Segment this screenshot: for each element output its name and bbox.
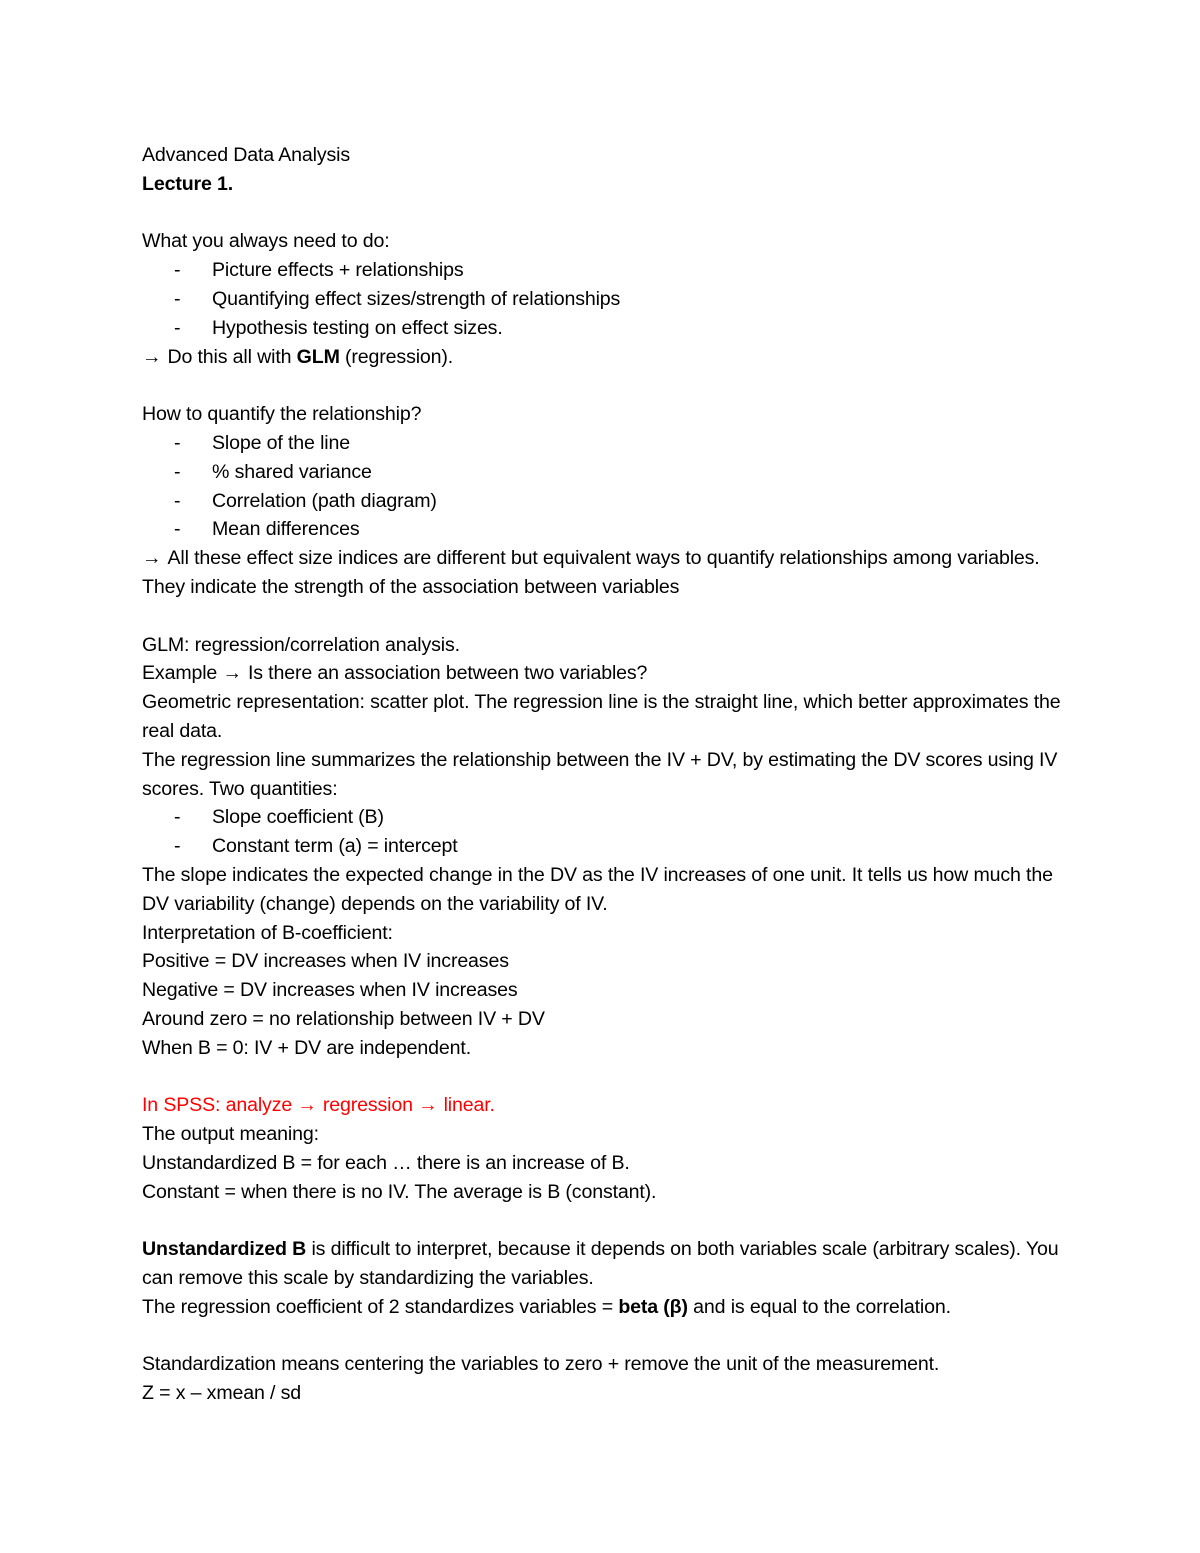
list-item: - Slope of the line — [142, 429, 1072, 458]
spacer — [142, 1206, 1072, 1235]
slope-paragraph: The slope indicates the expected change in the DV as the IV increases of one unit. It tells us how much the DV variability (change) depends on the variability of IV. — [142, 863, 1053, 915]
dash-icon: - — [174, 806, 181, 829]
positive-line: Positive = DV increases when IV increases — [142, 950, 509, 973]
section2-heading: How to quantify the relationship? — [142, 403, 422, 426]
spacer — [142, 602, 1072, 631]
geometric-paragraph: Geometric representation: scatter plot. The regression line is the straight line, which better approximates the real data. — [142, 691, 1061, 742]
section1-heading: What you always need to do: — [142, 230, 390, 253]
constant-line: Constant = when there is no IV. The average is B (constant). — [142, 1180, 657, 1203]
dash-icon: - — [174, 431, 181, 454]
around-zero-line: Around zero = no relationship between IV + DV — [142, 1007, 545, 1030]
unstandardized-line: Unstandardized B = for each … there is an increase of B. — [142, 1151, 630, 1174]
when-zero-line: When B = 0: IV + DV are independent. — [142, 1036, 471, 1059]
unstandardized-paragraph: Unstandardized B is difficult to interpret, because it depends on both variables scale (arbitrary scales). You can remove this scale by standardizing the variables. — [142, 1238, 1059, 1290]
spacer — [142, 1063, 1072, 1092]
list-item: - Constant term (a) = intercept — [142, 832, 1072, 861]
spacer — [142, 371, 1072, 400]
dash-icon: - — [174, 489, 181, 512]
list-item: - Slope coefficient (B) — [142, 803, 1072, 832]
list-item: - Mean differences — [142, 515, 1072, 544]
glm-line: GLM: regression/correlation analysis. — [142, 633, 460, 656]
dash-icon: - — [174, 316, 181, 339]
document-body — [142, 141, 1072, 1408]
spacer — [142, 199, 1072, 228]
dash-icon: - — [174, 460, 181, 483]
example-line: Example → Is there an association between two variables? — [142, 659, 1072, 688]
summarizes-paragraph: The regression line summarizes the relationship between the IV + DV, by estimating the DV scores using IV scores. Two quantities: — [142, 748, 1058, 800]
section2-conclusion: → All these effect size indices are different but equivalent ways to quantify relationships among variables. They indicate the strength of the association between variables — [142, 544, 1072, 602]
dash-icon: - — [174, 518, 181, 541]
dash-icon: - — [174, 259, 181, 282]
interpretation-heading: Interpretation of B-coefficient: — [142, 921, 393, 944]
list-item: - Correlation (path diagram) — [142, 487, 1072, 516]
list-item: - % shared variance — [142, 458, 1072, 487]
z-formula: Z = x – xmean / sd — [142, 1382, 302, 1405]
list-item: - Quantifying effect sizes/strength of relationships — [142, 285, 1072, 314]
standardization-line: Standardization means centering the variables to zero + remove the unit of the measurement. — [142, 1353, 940, 1376]
arrow-icon: → — [418, 1094, 438, 1117]
arrow-icon: → — [142, 547, 162, 570]
output-meaning: The output meaning: — [142, 1123, 319, 1146]
arrow-icon: → — [142, 345, 162, 368]
spacer — [142, 1322, 1072, 1351]
document-title: Advanced Data Analysis — [142, 144, 351, 166]
section1-conclusion: → Do this all with GLM (regression). — [142, 343, 1072, 372]
arrow-icon: → — [297, 1094, 317, 1117]
list-item: - Picture effects + relationships — [142, 256, 1072, 285]
negative-line: Negative = DV increases when IV increases — [142, 979, 518, 1002]
list-item: - Hypothesis testing on effect sizes. — [142, 314, 1072, 343]
regression-coefficient-line: The regression coefficient of 2 standardizes variables = beta (β) and is equal to the correlation. — [142, 1295, 951, 1318]
lecture-heading: Lecture 1. — [142, 172, 234, 195]
spss-instruction: In SPSS: analyze → regression → linear. — [142, 1091, 1072, 1120]
dash-icon: - — [174, 287, 181, 310]
arrow-icon: → — [222, 662, 242, 685]
dash-icon: - — [174, 835, 181, 858]
